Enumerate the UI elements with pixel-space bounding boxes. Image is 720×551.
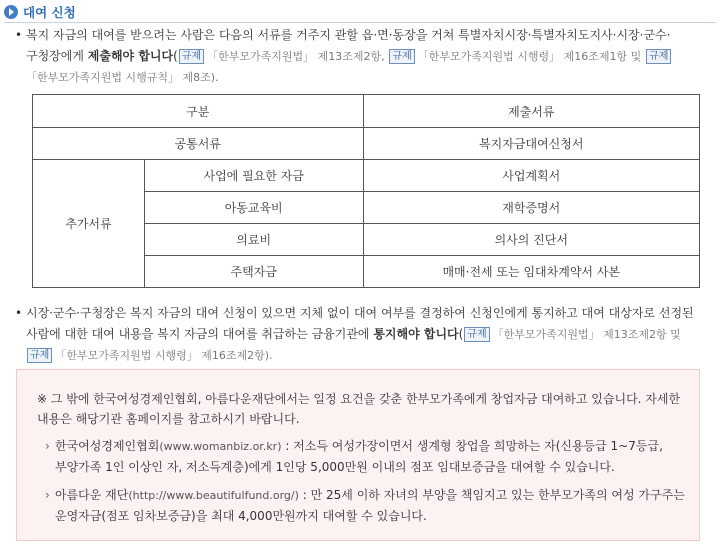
org-name: 한국여성경제인협회 — [55, 439, 160, 453]
notification-emphasis: 통지해야 합니다 — [373, 327, 459, 341]
law-link[interactable]: 「한부모가족지원법」 — [207, 50, 315, 63]
required-documents-table — [32, 94, 700, 288]
article-ref: 제16조제2항). — [197, 349, 273, 362]
document-cell: 사업계획서 — [363, 160, 699, 192]
law-link[interactable]: 「한부모가족지원법 시행령」 — [55, 349, 198, 362]
fund-type-cell: 의료비 — [144, 224, 363, 256]
notice-box — [16, 369, 700, 541]
table-header-row — [33, 95, 700, 128]
table-row — [33, 160, 700, 192]
paren: ( — [173, 49, 178, 63]
law-link[interactable]: 「한부모가족지원법 시행령」 — [417, 50, 561, 63]
document-cell: 재학증명서 — [363, 192, 699, 224]
notification-paragraph — [15, 303, 700, 366]
chevron-right-icon: › — [45, 488, 50, 502]
section-header — [4, 2, 76, 22]
regulation-badge[interactable]: 규제 — [27, 348, 52, 363]
header-divider — [4, 22, 716, 23]
law-link[interactable]: 「한부모가족지원법 시행규칙」 — [26, 71, 180, 84]
article-ref: 제8조). — [179, 71, 219, 84]
common-docs-value: 복지자금대여신청서 — [363, 128, 699, 160]
org-url[interactable]: (http://www.beautifulfund.org/) — [128, 489, 299, 502]
bullet: • — [15, 28, 23, 42]
fund-type-cell: 주택자금 — [144, 256, 363, 288]
org-name: 아름다운 재단 — [55, 488, 129, 502]
regulation-badge[interactable]: 규제 — [179, 49, 204, 64]
notice-text: ※ 그 밖에 한국여성경제인협회, 아름다운재단에서는 일정 요건을 갖춘 한부모가족에게 창업자금 대여하고 있습니다. 자세한 내용은 해당기관 홈페이지를 참고하시기 바랍니다. — [37, 392, 681, 426]
paren: ( — [458, 327, 464, 341]
notification-text: 시장·군수·구청장은 복지 자금의 대여 신청이 있으면 지체 없이 대여 여부를 결정하여 신청인에게 통지하고 대여 대상자로 선정된 사람에 대한 대여 내용을 복지 자금의 대여를 취급하는 금융기관에 — [26, 306, 694, 341]
play-circle-icon — [4, 5, 18, 19]
regulation-badge[interactable]: 규제 — [464, 327, 489, 342]
header-documents: 제출서류 — [363, 95, 699, 128]
article-ref: 제13조제2항 및 — [599, 328, 681, 341]
regulation-badge[interactable]: 규제 — [646, 49, 671, 64]
document-cell: 매매·전세 또는 임대차계약서 사본 — [363, 256, 699, 288]
notice-item — [45, 436, 695, 478]
submission-emphasis: 제출해야 합니다 — [87, 49, 174, 63]
notice-item — [45, 485, 695, 527]
org-url[interactable]: (www.womanbiz.or.kr) — [159, 440, 282, 453]
header-category: 구분 — [33, 95, 364, 128]
submission-paragraph — [15, 25, 700, 88]
common-docs-label: 공통서류 — [33, 128, 364, 160]
section-title: 대여 신청 — [23, 5, 76, 20]
org-description: : 저소득 여성가장이면서 생계형 창업을 희망하는 자(신용등급 1~7등급, 부양가족 1인 이상인 자, 저소득계층)에게 1인당 5,000만원 이내의 점포 임대보증금을 대여할 수 있습니다. — [55, 439, 663, 474]
fund-type-cell: 사업에 필요한 자금 — [144, 160, 363, 192]
org-description: : 만 25세 이하 자녀의 부양을 책임지고 있는 한부모가족의 여성 가구주는 운영자금(점포 임차보증금)을 최대 4,000만원까지 대여할 수 있습니다. — [55, 488, 685, 523]
document-cell: 의사의 진단서 — [363, 224, 699, 256]
table-row — [33, 128, 700, 160]
submission-text: 복지 자금의 대여를 받으려는 사람은 다음의 서류를 거주지 관할 읍·면·동장을 거쳐 특별자치시장·특별자치도지사·시장·군수·구청장에게 — [26, 28, 671, 63]
article-ref: 제13조제2항, — [314, 50, 385, 63]
fund-type-cell: 아동교육비 — [144, 192, 363, 224]
law-link[interactable]: 「한부모가족지원법」 — [492, 328, 600, 341]
additional-docs-label: 추가서류 — [33, 160, 145, 288]
article-ref: 제16조제1항 및 — [560, 50, 642, 63]
chevron-right-icon: › — [45, 439, 50, 453]
bullet: • — [15, 306, 23, 320]
regulation-badge[interactable]: 규제 — [389, 49, 414, 64]
